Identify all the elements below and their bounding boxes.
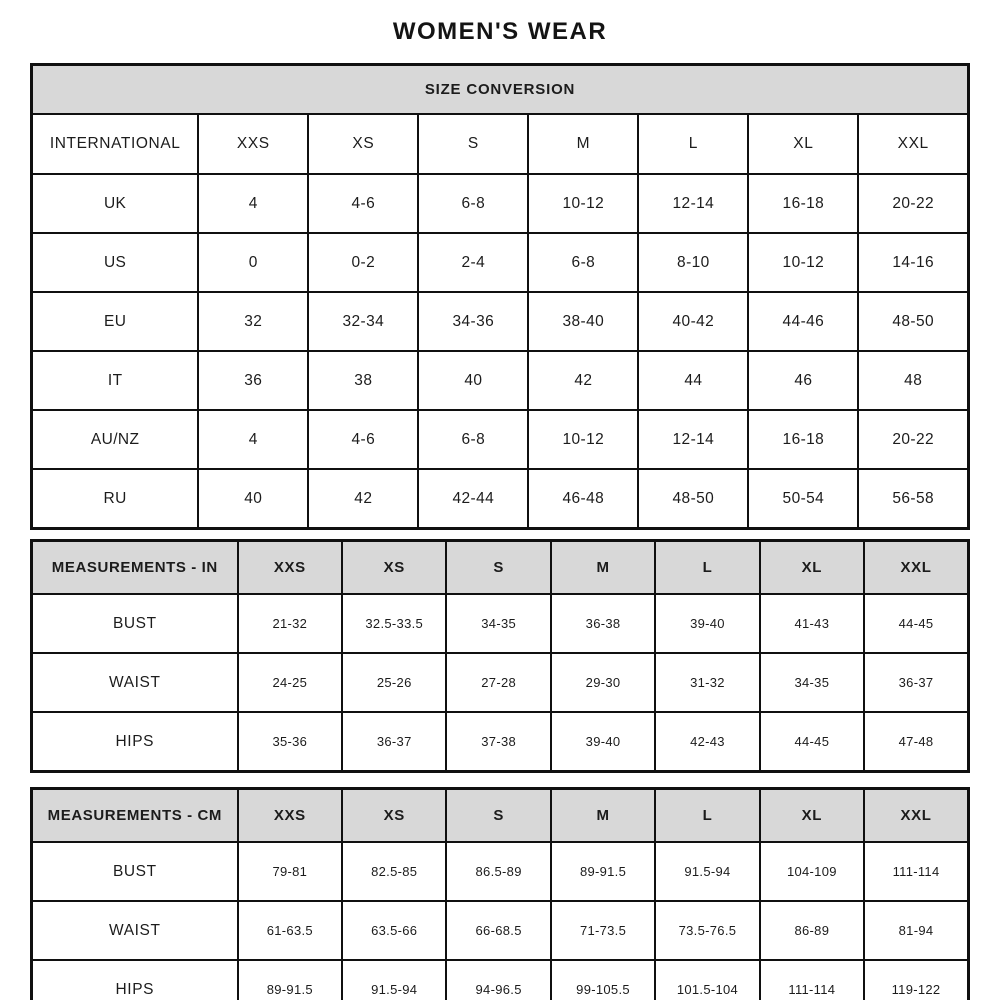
value-cell: 82.5-85 <box>342 842 446 901</box>
value-cell: 4 <box>198 174 308 233</box>
value-cell: 44-45 <box>760 712 864 772</box>
value-cell: 25-26 <box>342 653 446 712</box>
table-title: SIZE CONVERSION <box>32 65 969 115</box>
row-label-cell: RU <box>32 469 199 529</box>
value-cell: 61-63.5 <box>238 901 342 960</box>
measurements-in-table <box>30 539 970 773</box>
value-cell: 48-50 <box>638 469 748 529</box>
value-cell: 48 <box>858 351 968 410</box>
row-label-cell: EU <box>32 292 199 351</box>
table-header-row <box>32 789 969 843</box>
value-cell: 40 <box>198 469 308 529</box>
table-corner-label: MEASUREMENTS - IN <box>32 541 238 595</box>
value-cell: 6-8 <box>528 233 638 292</box>
table-row <box>32 712 969 772</box>
value-cell: 99-105.5 <box>551 960 655 1000</box>
value-cell: 12-14 <box>638 174 748 233</box>
size-column-header: L <box>655 789 759 843</box>
value-cell: 36-37 <box>864 653 968 712</box>
value-cell: 10-12 <box>528 410 638 469</box>
value-cell: 37-38 <box>446 712 550 772</box>
value-cell: 34-35 <box>760 653 864 712</box>
table-corner-label: INTERNATIONAL <box>32 114 199 174</box>
row-label-cell: WAIST <box>32 653 238 712</box>
value-cell: 42-43 <box>655 712 759 772</box>
value-cell: 0-2 <box>308 233 418 292</box>
row-label-cell: BUST <box>32 594 238 653</box>
value-cell: 39-40 <box>551 712 655 772</box>
value-cell: 40-42 <box>638 292 748 351</box>
row-label-cell: US <box>32 233 199 292</box>
row-label-cell: BUST <box>32 842 238 901</box>
value-cell: 44-45 <box>864 594 968 653</box>
value-cell: 4-6 <box>308 410 418 469</box>
size-column-header: S <box>418 114 528 174</box>
size-column-header: M <box>551 541 655 595</box>
value-cell: 20-22 <box>858 174 968 233</box>
table-row <box>32 594 969 653</box>
value-cell: 86-89 <box>760 901 864 960</box>
table-row <box>32 233 969 292</box>
value-cell: 39-40 <box>655 594 759 653</box>
value-cell: 46 <box>748 351 858 410</box>
value-cell: 91.5-94 <box>342 960 446 1000</box>
size-column-header: M <box>551 789 655 843</box>
row-label-cell: HIPS <box>32 960 238 1000</box>
value-cell: 2-4 <box>418 233 528 292</box>
table-row <box>32 653 969 712</box>
size-column-header: M <box>528 114 638 174</box>
value-cell: 47-48 <box>864 712 968 772</box>
value-cell: 36-38 <box>551 594 655 653</box>
value-cell: 20-22 <box>858 410 968 469</box>
value-cell: 31-32 <box>655 653 759 712</box>
row-label-cell: IT <box>32 351 199 410</box>
table-row <box>32 469 969 529</box>
value-cell: 111-114 <box>864 842 968 901</box>
value-cell: 36-37 <box>342 712 446 772</box>
value-cell: 8-10 <box>638 233 748 292</box>
value-cell: 32-34 <box>308 292 418 351</box>
table-row <box>32 842 969 901</box>
size-column-header: XL <box>748 114 858 174</box>
value-cell: 42-44 <box>418 469 528 529</box>
value-cell: 50-54 <box>748 469 858 529</box>
size-column-header: XXS <box>238 541 342 595</box>
table-row <box>32 901 969 960</box>
value-cell: 79-81 <box>238 842 342 901</box>
value-cell: 42 <box>308 469 418 529</box>
size-column-header: S <box>446 789 550 843</box>
table-row <box>32 351 969 410</box>
value-cell: 119-122 <box>864 960 968 1000</box>
value-cell: 81-94 <box>864 901 968 960</box>
value-cell: 111-114 <box>760 960 864 1000</box>
value-cell: 32.5-33.5 <box>342 594 446 653</box>
value-cell: 6-8 <box>418 174 528 233</box>
value-cell: 6-8 <box>418 410 528 469</box>
value-cell: 41-43 <box>760 594 864 653</box>
value-cell: 44-46 <box>748 292 858 351</box>
table-row <box>32 960 969 1000</box>
size-column-header: XS <box>342 541 446 595</box>
measurements-cm-table <box>30 787 970 1000</box>
value-cell: 56-58 <box>858 469 968 529</box>
row-label-cell: UK <box>32 174 199 233</box>
value-cell: 89-91.5 <box>238 960 342 1000</box>
table-corner-label: MEASUREMENTS - CM <box>32 789 238 843</box>
size-column-header: XXL <box>864 541 968 595</box>
value-cell: 10-12 <box>528 174 638 233</box>
value-cell: 16-18 <box>748 410 858 469</box>
value-cell: 46-48 <box>528 469 638 529</box>
value-cell: 4 <box>198 410 308 469</box>
size-column-header: XXL <box>864 789 968 843</box>
value-cell: 24-25 <box>238 653 342 712</box>
value-cell: 91.5-94 <box>655 842 759 901</box>
value-cell: 63.5-66 <box>342 901 446 960</box>
value-cell: 86.5-89 <box>446 842 550 901</box>
value-cell: 34-36 <box>418 292 528 351</box>
table-header-row <box>32 541 969 595</box>
value-cell: 14-16 <box>858 233 968 292</box>
size-column-header: XL <box>760 789 864 843</box>
value-cell: 35-36 <box>238 712 342 772</box>
size-column-header: L <box>638 114 748 174</box>
value-cell: 101.5-104 <box>655 960 759 1000</box>
value-cell: 71-73.5 <box>551 901 655 960</box>
size-column-header: XS <box>308 114 418 174</box>
row-label-cell: AU/NZ <box>32 410 199 469</box>
value-cell: 66-68.5 <box>446 901 550 960</box>
size-column-header: XXS <box>238 789 342 843</box>
size-column-header: S <box>446 541 550 595</box>
size-column-header: XS <box>342 789 446 843</box>
size-column-header: XL <box>760 541 864 595</box>
value-cell: 38 <box>308 351 418 410</box>
page-title: WOMEN'S WEAR <box>392 18 608 45</box>
value-cell: 42 <box>528 351 638 410</box>
table-row <box>32 410 969 469</box>
size-column-header: XXL <box>858 114 968 174</box>
value-cell: 10-12 <box>748 233 858 292</box>
value-cell: 27-28 <box>446 653 550 712</box>
value-cell: 32 <box>198 292 308 351</box>
value-cell: 34-35 <box>446 594 550 653</box>
table-title-row <box>32 65 969 115</box>
size-conversion-table <box>30 63 970 530</box>
value-cell: 21-32 <box>238 594 342 653</box>
value-cell: 12-14 <box>638 410 748 469</box>
value-cell: 48-50 <box>858 292 968 351</box>
value-cell: 40 <box>418 351 528 410</box>
value-cell: 94-96.5 <box>446 960 550 1000</box>
table-row <box>32 174 969 233</box>
row-label-cell: WAIST <box>32 901 238 960</box>
value-cell: 4-6 <box>308 174 418 233</box>
value-cell: 104-109 <box>760 842 864 901</box>
value-cell: 0 <box>198 233 308 292</box>
value-cell: 44 <box>638 351 748 410</box>
size-column-header: XXS <box>198 114 308 174</box>
value-cell: 38-40 <box>528 292 638 351</box>
table-row <box>32 292 969 351</box>
value-cell: 73.5-76.5 <box>655 901 759 960</box>
value-cell: 89-91.5 <box>551 842 655 901</box>
table-header-row <box>32 114 969 174</box>
value-cell: 16-18 <box>748 174 858 233</box>
size-column-header: L <box>655 541 759 595</box>
row-label-cell: HIPS <box>32 712 238 772</box>
value-cell: 36 <box>198 351 308 410</box>
value-cell: 29-30 <box>551 653 655 712</box>
